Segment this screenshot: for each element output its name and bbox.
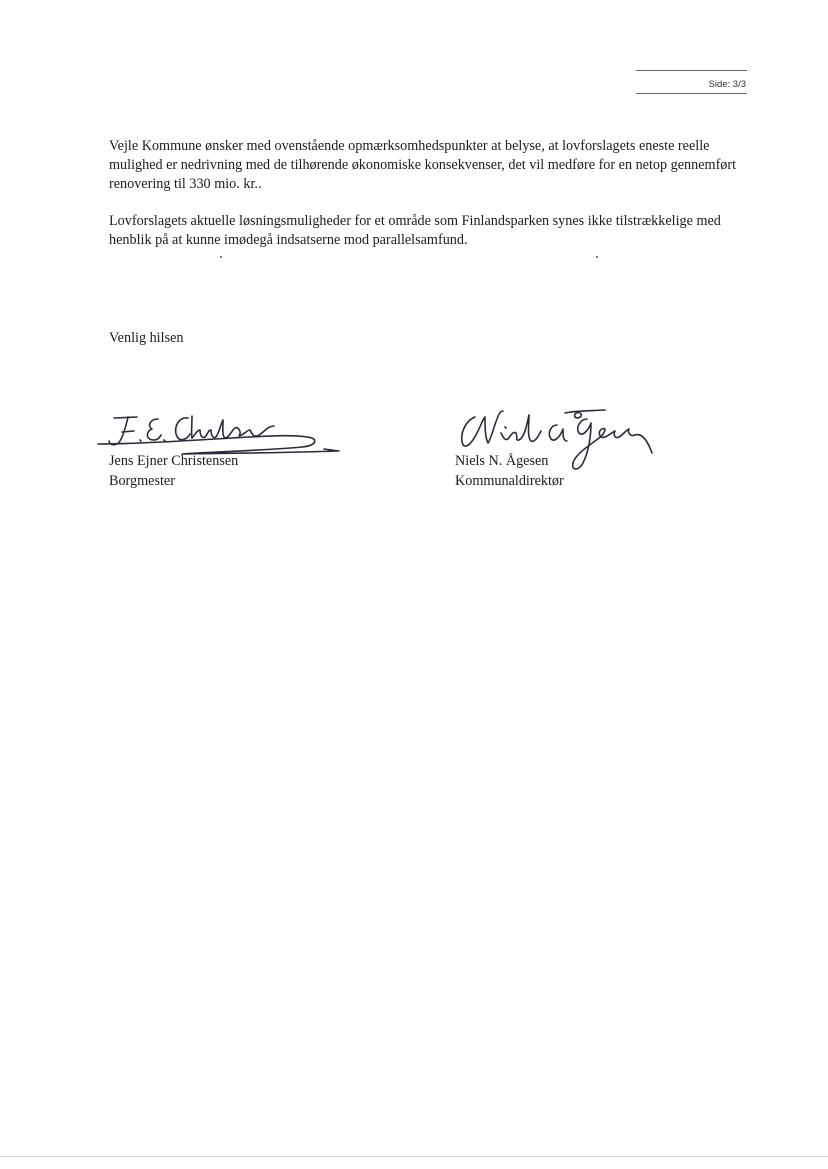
header-rule-bottom	[636, 93, 747, 94]
signatory-right	[455, 451, 564, 491]
page-header	[636, 70, 747, 94]
letter-paragraph-2: Lovforslagets aktuelle løsningsmuligheder for et område som Finlandsparken synes ikke tilstrækkelige med henblik på at kunne imødegå indsatserne mod parallelsamfund.	[109, 213, 721, 248]
page-bottom-edge	[0, 1156, 828, 1157]
header-rule-top	[636, 70, 747, 71]
signatory-left	[109, 451, 238, 491]
scan-speck	[220, 256, 222, 258]
signatory-name: Jens Ejner Christensen	[109, 453, 239, 469]
signatory-title: Kommunaldirektør	[455, 473, 564, 489]
signatory-name: Niels N. Ågesen	[455, 453, 549, 469]
closing-salutation: Venlig hilsen	[109, 330, 184, 346]
signatory-title: Borgmester	[109, 473, 175, 489]
letter-paragraph-1: Vejle Kommune ønsker med ovenstående opmærksomhedspunkter at belyse, at lovforslagets eneste reelle mulighed er nedrivning med de tilhørende økonomiske konsekvenser, det vil medføre for en netop gennemført renovering til 330 mio. kr..	[109, 138, 737, 192]
scan-speck	[596, 256, 598, 258]
page-number: Side: 3/3	[708, 79, 746, 90]
